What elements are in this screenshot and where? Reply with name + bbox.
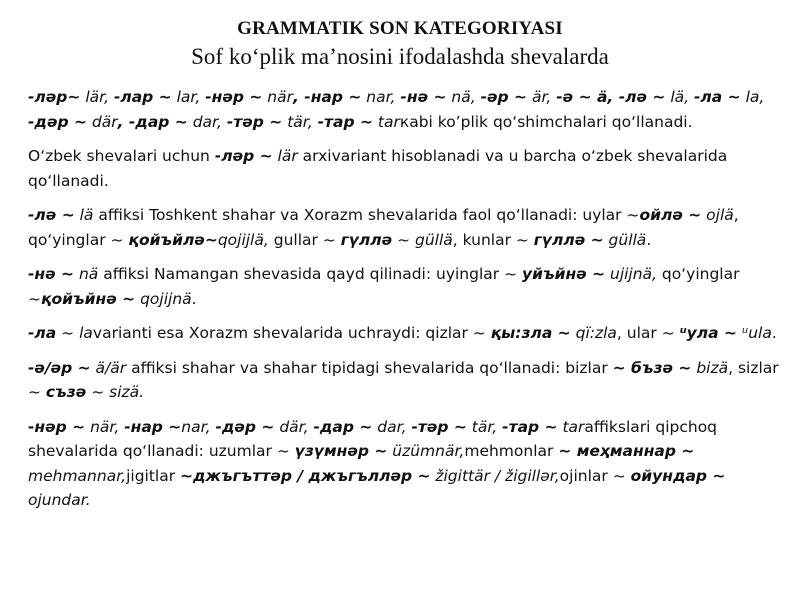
text-segment: .	[771, 324, 777, 342]
text-segment: -ләр~	[28, 88, 81, 106]
text-segment: -тар ~	[502, 417, 558, 436]
text-segment: där	[86, 112, 118, 131]
text-segment: ~ güllä	[392, 230, 453, 249]
text-segment: nä	[74, 265, 99, 283]
title-block	[0, 16, 800, 71]
text-segment: -дәр ~	[28, 112, 87, 131]
text-segment: nä,	[446, 88, 481, 106]
text-segment: -дар ~	[313, 417, 373, 436]
text-segment: -тәр ~	[411, 417, 467, 436]
text-segment: la	[79, 324, 93, 342]
text-segment: -нә ~	[400, 88, 447, 106]
text-segment: affiksi shahar va shahar tipidagi shevalarida qo‘llanadi: bizlar	[126, 358, 613, 377]
text-segment: mehmannar,	[28, 466, 127, 485]
text-segment: där,	[274, 417, 314, 436]
text-segment: -тар ~	[317, 112, 373, 131]
text-segment: qï:zla	[570, 324, 617, 342]
text-segment: , sizlar ~	[28, 358, 779, 401]
text-segment: dar,	[372, 417, 412, 436]
text-segment: när	[262, 88, 293, 106]
text-segment: la,	[740, 88, 765, 106]
paragraph-4	[28, 262, 780, 311]
paragraph-5	[28, 321, 780, 346]
text-segment: , qo‘yinglar ~	[28, 206, 739, 249]
text-segment: qojijnä	[135, 289, 192, 308]
text-segment: -лар ~	[113, 88, 172, 106]
text-segment: қы:зла ~	[490, 324, 571, 342]
text-segment: jigitlar	[126, 466, 181, 485]
text-segment: ujijnä,	[605, 265, 657, 283]
text-segment: қойъйнә ~	[41, 289, 136, 308]
text-segment: ~	[56, 324, 80, 342]
text-segment: ojlä	[701, 206, 734, 224]
text-segment: ~ sizä.	[86, 383, 145, 401]
text-segment: ojinlar ~	[559, 466, 631, 485]
text-segment: гүллә	[340, 230, 393, 249]
slide-body	[28, 85, 780, 523]
text-segment: när,	[85, 417, 125, 436]
text-segment: -нәр ~	[28, 417, 86, 436]
text-segment: gullar ~	[268, 230, 341, 249]
text-segment: ᵘула ~	[679, 324, 737, 342]
text-segment: affiksi Namangan shevasida qayd qilinadi: uyinglar ~	[98, 265, 522, 283]
text-segment: varianti esa Xorazm shevalarida uchraydi: qizlar ~	[92, 324, 491, 342]
text-segment: nar,	[181, 417, 216, 436]
text-segment: žigittär / žigillər,	[430, 466, 560, 485]
text-segment: ~ бъзә ~	[612, 358, 692, 377]
paragraph-3	[28, 203, 780, 252]
slide-subtitle: Sof ko‘plik ma’nosini ifodalashda shevalarda	[191, 44, 609, 69]
text-segment: qojijlä,	[217, 230, 269, 249]
text-segment: кabi ko’plik qo‘shimchalari qo‘llanadi.	[399, 112, 693, 131]
text-segment: dar,	[187, 112, 227, 131]
text-segment: ᵘula	[737, 324, 772, 342]
text-segment: lä,	[665, 88, 694, 106]
text-segment: , ular ~	[616, 324, 680, 342]
paragraph-1	[28, 85, 780, 134]
text-segment: -ла ~	[694, 88, 741, 106]
text-segment: mehmonlar	[464, 442, 559, 460]
text-segment: -дәр ~	[215, 417, 275, 436]
text-segment: ojundar.	[28, 491, 91, 509]
text-segment: bizä	[691, 358, 729, 377]
text-segment: -нар ~	[124, 417, 182, 436]
text-segment: ойлә ~	[639, 206, 702, 224]
paragraph-2	[28, 144, 780, 193]
text-segment: -нәр ~	[205, 88, 263, 106]
text-segment: lär,	[80, 88, 114, 106]
text-segment: tar	[372, 112, 400, 131]
text-segment: съзә	[45, 383, 87, 401]
text-segment: arxivariant hisoblanadi va u barcha o‘zbek shevalarida qo‘llanadi.	[28, 147, 728, 190]
text-segment: tar	[557, 417, 585, 436]
text-segment: -ә ~ ä, -лә ~	[556, 88, 666, 106]
text-segment: tär,	[466, 417, 503, 436]
slide-title: GRAMMATIK SON KATEGORIYASI	[237, 18, 563, 39]
text-segment: -әр ~	[480, 88, 528, 106]
text-segment: lär	[272, 147, 298, 165]
text-segment: -тәр ~	[226, 112, 283, 131]
text-segment: qo‘yinglar ~	[28, 265, 740, 308]
text-segment: lar,	[171, 88, 206, 106]
paragraph-6	[28, 356, 780, 405]
text-segment: қойъйлә~	[128, 230, 218, 249]
text-segment: ~джъгъттәр / джъгълләр ~	[180, 466, 431, 485]
text-segment: -ә/әр ~	[28, 358, 91, 377]
text-segment: , kunlar ~	[452, 230, 534, 249]
text-segment: ойундар ~	[630, 466, 726, 485]
text-segment: är,	[527, 88, 557, 106]
text-segment: O‘zbek shevalari uchun	[28, 147, 215, 165]
text-segment: affiksi Toshkent shahar va Xorazm shevalarida faol qo‘llanadi: uylar ~	[93, 206, 640, 224]
text-segment: гүллә ~	[533, 230, 604, 249]
text-segment: ä/är	[90, 358, 127, 377]
paragraph-7	[28, 415, 780, 513]
text-segment: affikslari qipchoq shevalarida qo‘llanadi: uzumlar ~	[28, 417, 718, 460]
text-segment: -ләр ~	[214, 147, 273, 165]
text-segment: .	[646, 230, 652, 249]
text-segment: үзүмнәр ~	[294, 442, 388, 460]
text-segment: güllä	[603, 230, 647, 249]
text-segment: , -дар ~	[117, 112, 188, 131]
text-segment: lä	[74, 206, 94, 224]
text-segment: .	[191, 289, 197, 308]
text-segment: уйъйнә ~	[521, 265, 606, 283]
text-segment: -лә ~	[28, 206, 75, 224]
text-segment: -нә ~	[28, 265, 75, 283]
text-segment: nar,	[361, 88, 401, 106]
text-segment: ~ меҳманнар ~	[558, 442, 695, 460]
text-segment: tär,	[282, 112, 318, 131]
text-segment: üzümnär,	[387, 442, 465, 460]
text-segment: -ла	[28, 324, 57, 342]
text-segment: , -нар ~	[292, 88, 362, 106]
